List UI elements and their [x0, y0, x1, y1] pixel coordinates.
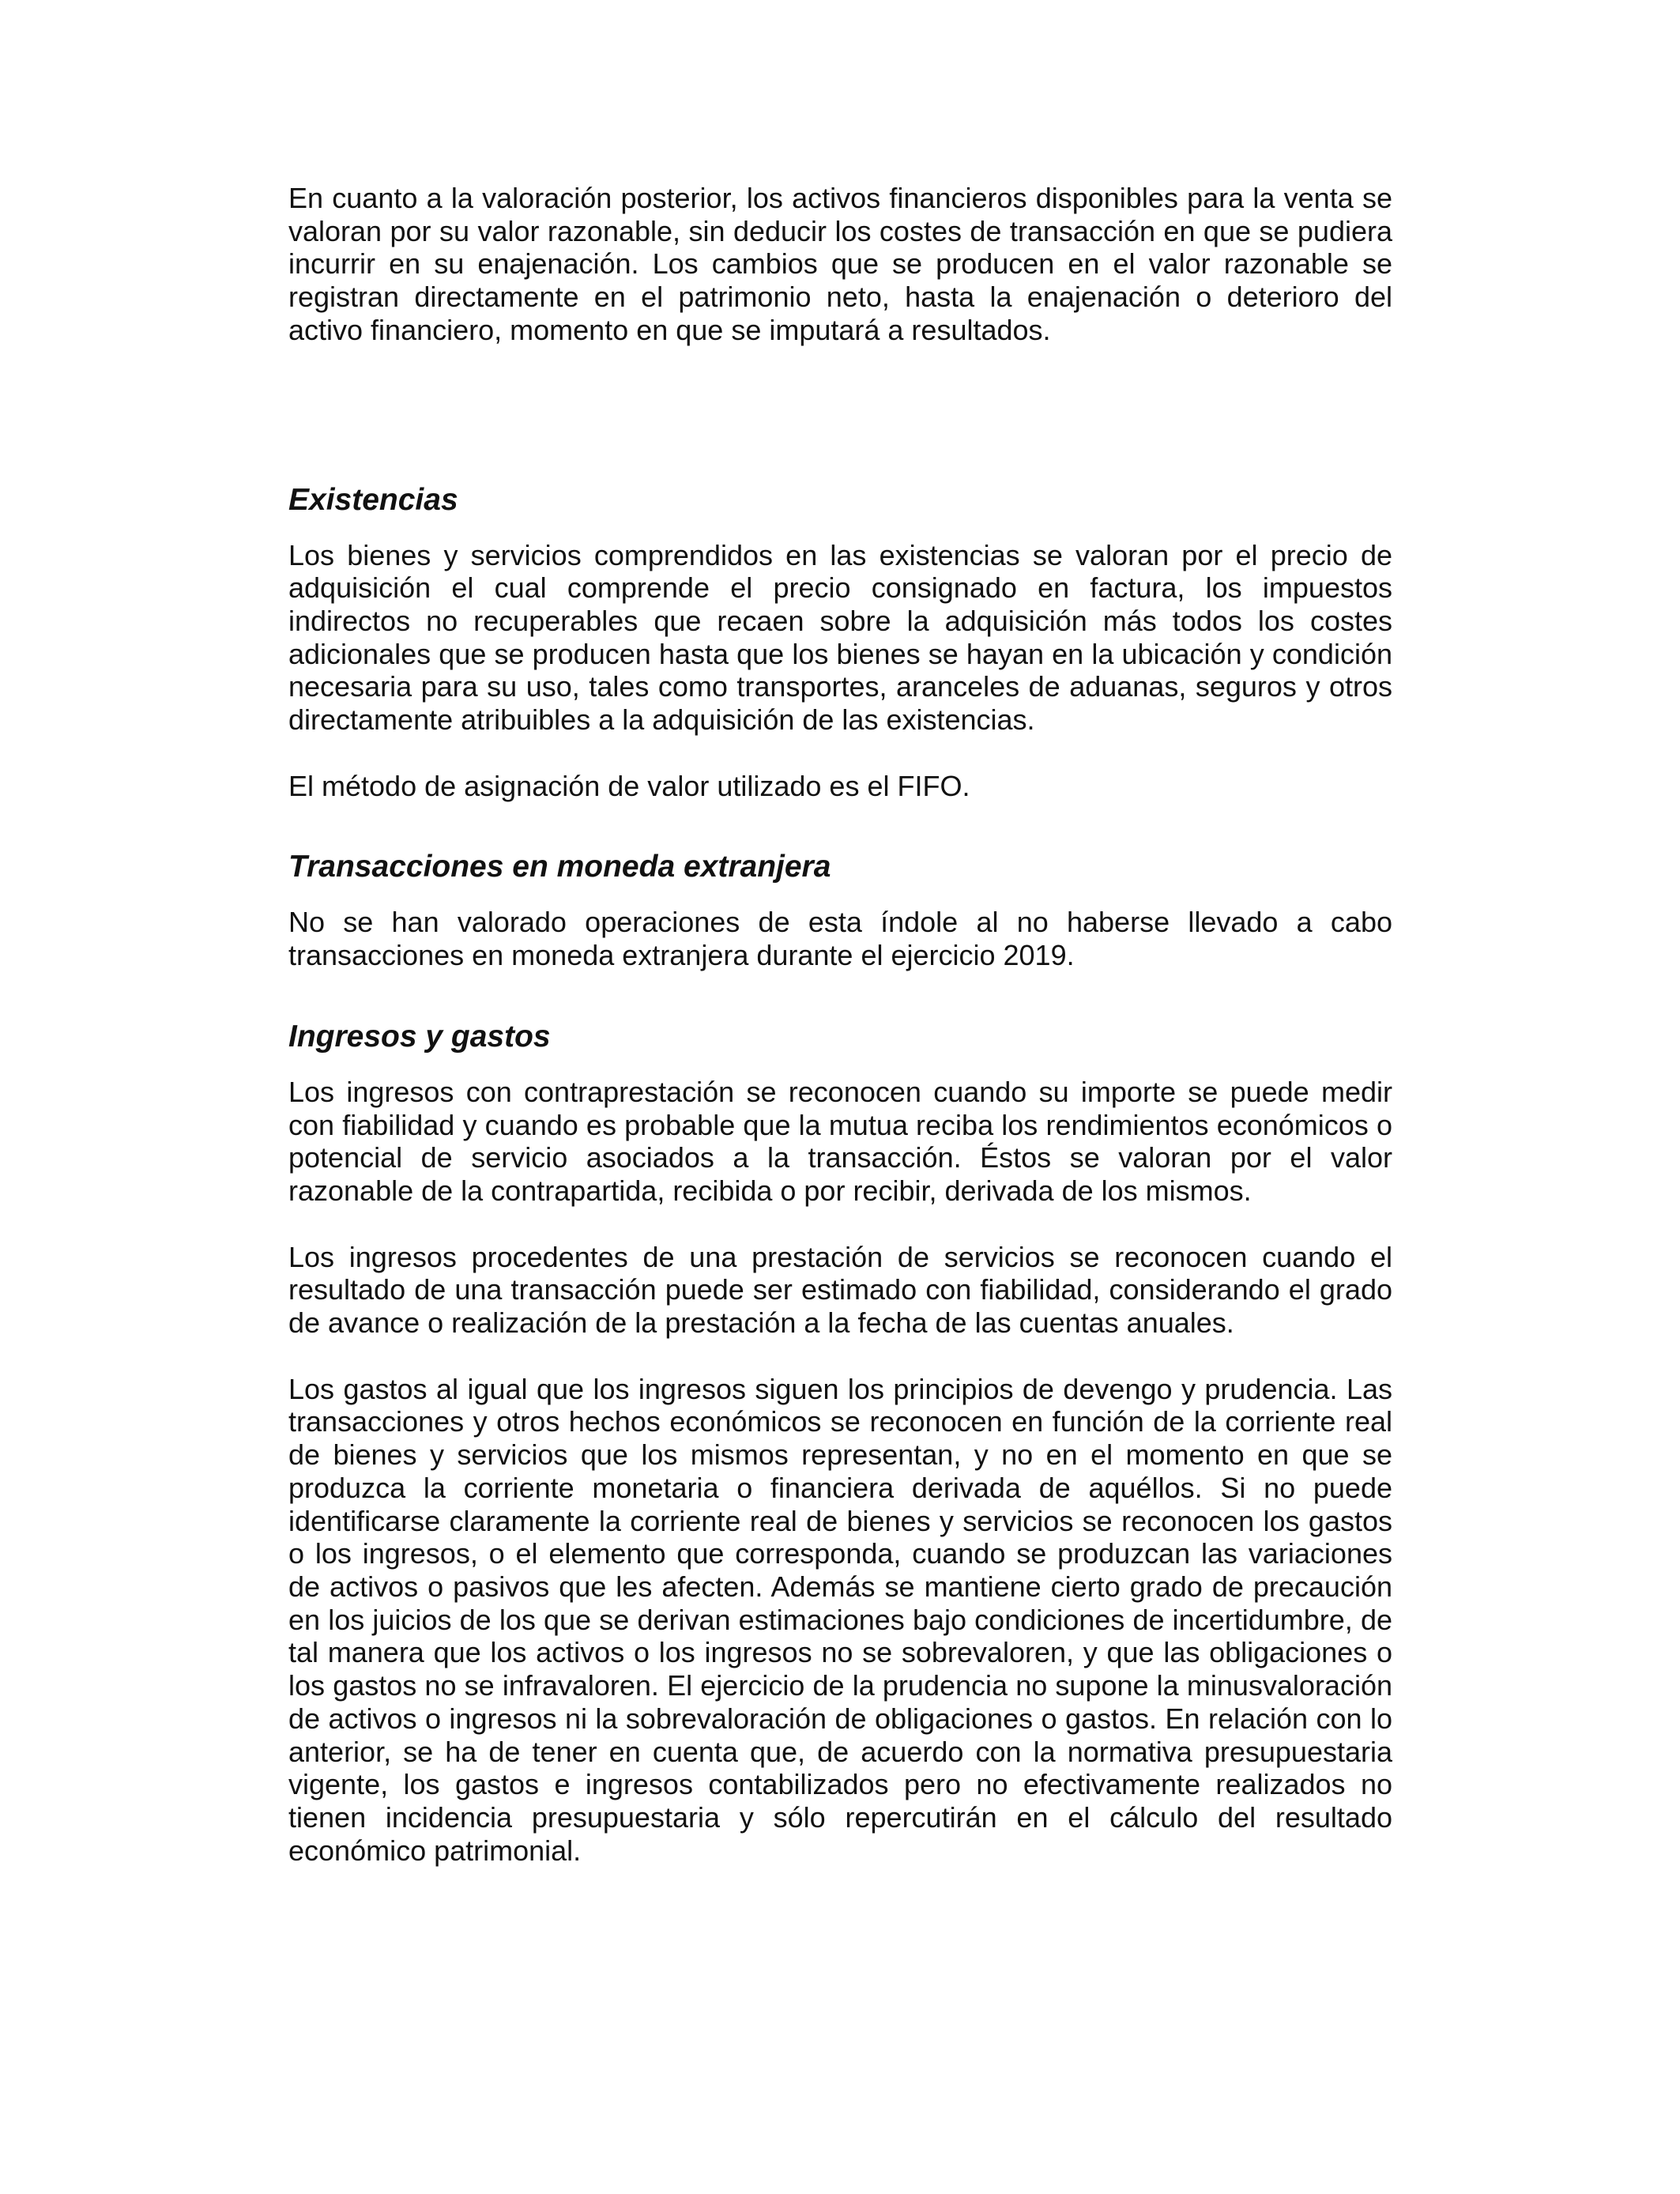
ingresos-gastos-paragraph-3: Los gastos al igual que los ingresos siguen los principios de devengo y prudencia. Las transacciones y otros hechos económicos se reconocen en función de la corriente real de bienes y servicios que los mismos representan, y no en el momento en que se produzca la corriente monetaria o financiera derivada de aquéllos. Si no puede identificarse claramente la corriente real de bienes y servicios se reconocen los gastos o los ingresos, o el elemento que corresponda, cuando se produzcan las variaciones de activos o pasivos que les afecten. Además se mantiene cierto grado de precaución en los juicios de los que se derivan estimaciones bajo condiciones de incertidumbre, de tal manera que los activos o los ingresos no se sobrevaloren, y que las obligaciones o los gastos no se infravaloren. El ejercicio de la prudencia no supone la minusvaloración de activos o ingresos ni la sobrevaloración de obligaciones o gastos. En relación con lo anterior, se ha de tener en cuenta que, de acuerdo con la normativa presupuestaria vigente, los gastos e ingresos contabilizados pero no efectivamente realizados no tienen incidencia presupuestaria y sólo repercutirán en el cálculo del resultado económico patrimonial.	[288, 1372, 1392, 1867]
spacer	[288, 1340, 1392, 1373]
spacer	[288, 1208, 1392, 1241]
ingresos-gastos-paragraph-2: Los ingresos procedentes de una prestación de servicios se reconocen cuando el resultado de una transacción puede ser estimado con fiabilidad, considerando el grado de avance o realización de la prestación a la fecha de las cuentas anuales.	[288, 1240, 1392, 1340]
section-heading-ingresos-gastos: Ingresos y gastos	[288, 1019, 551, 1054]
existencias-paragraph-1: Los bienes y servicios comprendidos en las existencias se valoran por el precio de adquisición el cual comprende el precio consignado en factura, los impuestos indirectos no recuperables que recaen sobre la adquisición más todos los costes adicionales que se producen hasta que los bienes se hayan en la ubicación y condición necesaria para su uso, tales como transportes, aranceles de aduanas, seguros y otros directamente atribuibles a la adquisición de las existencias.	[288, 538, 1392, 737]
spacer	[288, 802, 1392, 848]
spacer	[288, 519, 1392, 539]
spacer	[288, 1056, 1392, 1076]
existencias-paragraph-2: El método de asignación de valor utilizado es el FIFO.	[288, 769, 970, 802]
spacer	[288, 347, 1392, 481]
document-body	[288, 182, 1392, 1867]
spacer	[288, 737, 1392, 770]
section-heading-existencias: Existencias	[288, 482, 458, 517]
spacer	[288, 972, 1392, 1018]
intro-paragraph: En cuanto a la valoración posterior, los activos financieros disponibles para la venta se valoran por su valor razonable, sin deducir los costes de transacción en que se pudiera incurrir en su enajenación. Los cambios que se producen en el valor razonable se registran directamente en el patrimonio neto, hasta la enajenación o deterioro del activo financiero, momento en que se imputará a resultados.	[288, 182, 1392, 346]
moneda-extranjera-paragraph-1: No se han valorado operaciones de esta índole al no haberse llevado a cabo transacciones en moneda extranjera durante el ejercicio 2019.	[288, 906, 1392, 972]
spacer	[288, 886, 1392, 906]
section-heading-moneda-extranjera: Transacciones en moneda extranjera	[288, 850, 831, 884]
ingresos-gastos-paragraph-1: Los ingresos con contraprestación se reconocen cuando su importe se puede medir con fiabilidad y cuando es probable que la mutua reciba los rendimientos económicos o potencial de servicio asociados a la transacción. Éstos se valoran por el valor razonable de la contrapartida, recibida o por recibir, derivada de los mismos.	[288, 1075, 1392, 1207]
